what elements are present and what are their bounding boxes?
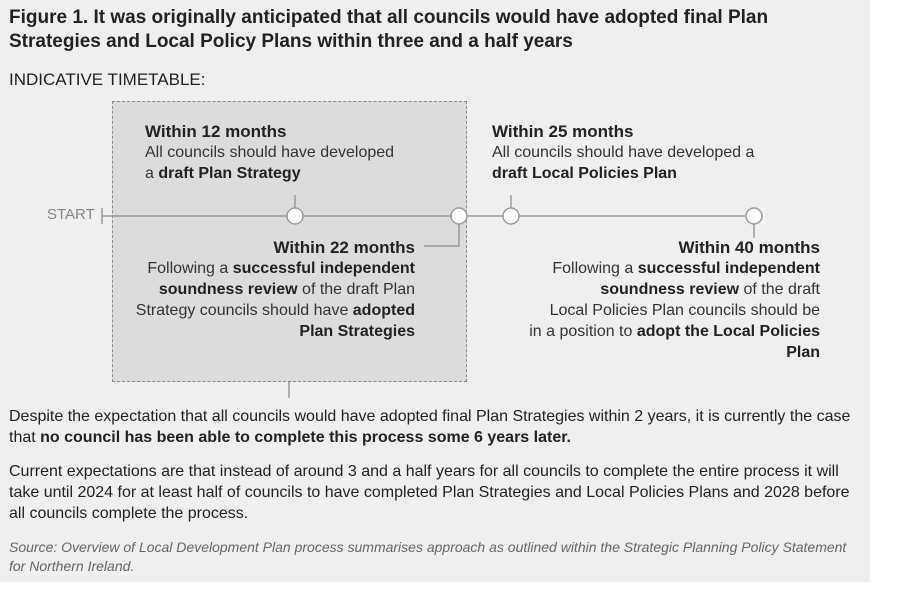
source-note: Source: Overview of Local Development Plan process summarises approach as outlined within the Strategic Planning Policy Statement for Northern Ireland. xyxy=(9,539,847,574)
m22-heading: Within 22 months xyxy=(273,238,415,257)
m22-line3: Strategy councils should have adopted xyxy=(135,302,415,319)
m12-marker xyxy=(287,208,303,224)
m40-line1: Following a successful independent xyxy=(552,260,820,277)
m22-line1: Following a successful independent xyxy=(147,260,415,277)
m12-label xyxy=(145,121,394,184)
m12-line1: All councils should have developed xyxy=(145,144,395,161)
timetable-subhead: INDICATIVE TIMETABLE: xyxy=(9,70,206,89)
current-expectations-paragraph: Current expectations are that instead of around 3 and a half years for all councils to complete the entire process it will take until 2024 for at least half of councils to have completed Plan Strategies and Local Policies Plans and 2028 before all councils complete the process. xyxy=(9,463,850,522)
m40-marker xyxy=(746,208,762,224)
figure-title: Figure 1. It was originally anticipated that all councils would have adopted final Plan Strategies and Local Policy Plans within three and a half years xyxy=(9,7,769,52)
start-label: START xyxy=(47,206,95,223)
m40-line2: soundness review of the draft xyxy=(600,281,820,298)
m22-marker xyxy=(451,208,467,224)
m40-line5: Plan xyxy=(786,344,820,361)
m12-line2: a draft Plan Strategy xyxy=(145,165,301,182)
m40-line4: in a position to adopt the Local Policies xyxy=(529,323,820,340)
m40-heading: Within 40 months xyxy=(678,238,820,257)
m22-line2: soundness review of the draft Plan xyxy=(158,281,415,298)
m22-connector xyxy=(424,224,459,246)
m40-label xyxy=(470,237,820,363)
expectation-paragraph: Despite the expectation that all councils would have adopted final Plan Strategies within 2 years, it is currently the case that no council has been able to complete this process some 6 years later. xyxy=(9,408,851,446)
m22-line4: Plan Strategies xyxy=(299,323,415,340)
m25-line1: All councils should have developed a xyxy=(492,144,755,161)
m25-heading: Within 25 months xyxy=(492,122,634,141)
m25-marker xyxy=(503,208,519,224)
m22-label xyxy=(100,237,415,342)
m12-heading: Within 12 months xyxy=(145,122,287,141)
m25-line2: draft Local Policies Plan xyxy=(492,165,677,182)
m25-label xyxy=(492,121,754,184)
m40-line3: Local Policies Plan councils should be xyxy=(549,302,820,319)
